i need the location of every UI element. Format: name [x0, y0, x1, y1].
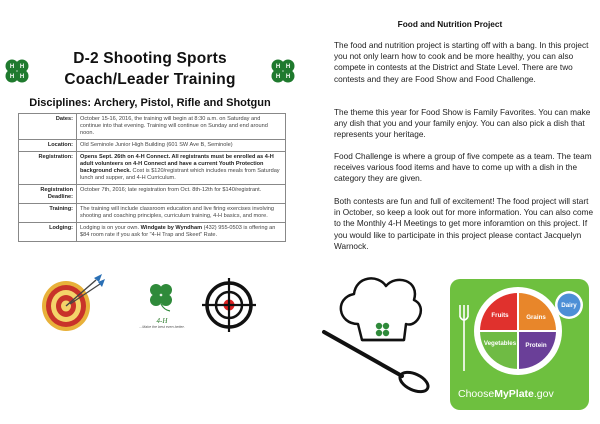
row-value: The training will include classroom education and live firing exercises involving shooting and coaching principles, curriculum training, 4-H basics, and more. — [77, 204, 286, 223]
table-row — [19, 223, 286, 242]
svg-text:H: H — [285, 64, 291, 70]
row-value-start: Lodging is on your own. — [80, 225, 140, 231]
flyer-title-line2: Coach/Leader Training — [64, 71, 236, 88]
grains-label: Grains — [526, 314, 546, 321]
fruits-label: Fruits — [491, 312, 509, 319]
row-value-rest: Cost is $120/registrant which includes meals from Saturday lunch and supper, and 4-H Curriculum. — [80, 168, 280, 181]
protein-label: Protein — [525, 342, 547, 349]
row-value: Old Seminole Junior High Building (601 SW Ave B, Seminole) — [77, 140, 286, 152]
four-h-logo — [132, 280, 192, 340]
row-value: October 15-16, 2016, the training will begin at 8:30 a.m. on Saturday and continue into that evening. Training will continue on Sunday and end around noon. — [77, 114, 286, 140]
training-info-table — [18, 113, 286, 242]
myplate-caption — [458, 388, 554, 400]
table-row — [19, 140, 286, 152]
table-row — [19, 152, 286, 185]
caption-bold: MyPlate — [494, 388, 534, 400]
article-title: Food and Nutrition Project — [397, 19, 503, 29]
vegetables-label: Vegetables — [483, 340, 517, 347]
caption-pre: Choose — [458, 388, 495, 400]
row-value-bold: Opens Sept. 26th on 4-H Connect. All registrants must be enrolled as 4-H adult volunteers on 4-H Connect and have a current Youth Protection background check. — [80, 154, 274, 174]
four-h-clover-icon — [2, 56, 32, 86]
article-paragraph: The food and nutrition project is starting off with a bang. In this project you not only learn how to cook and be more healthy, you can also compete in contests at the District and State Level. There are two contests and they are Food Show and Food Challenge. — [334, 41, 589, 84]
crosshair-target-icon — [200, 276, 258, 334]
four-h-clover-icon — [142, 280, 182, 312]
article-paragraph: The theme this year for Food Show is Family Favorites. You can make any dish that you and your family enjoy. You can also pick a dish that represents your heritage. — [334, 108, 591, 140]
table-row — [19, 185, 286, 204]
article-paragraph: Food Challenge is where a group of five compete as a team. The team receives various food items and have to come up with a dish in the category they are given. — [334, 152, 592, 184]
archery-target-icon — [36, 270, 106, 340]
logo-slogan: ...Make the best even better. — [139, 325, 185, 329]
row-label: Registration Deadline: — [19, 185, 77, 204]
row-value-rest: (432) 955-0503 is offering an $84 room rate if you ask for "4-H Trap and Skeet" Rate. — [80, 225, 276, 238]
svg-text:H: H — [275, 74, 281, 80]
svg-text:H: H — [285, 74, 291, 80]
row-label: Registration: — [19, 152, 77, 185]
myplate-graphic — [450, 279, 589, 410]
row-value: October 7th, 2016; late registration from Oct. 8th-12th for $140/registrant. — [77, 185, 286, 204]
row-label: Lodging: — [19, 223, 77, 242]
table-row — [19, 204, 286, 223]
table-row — [19, 114, 286, 140]
row-label: Location: — [19, 140, 77, 152]
svg-text:H: H — [275, 64, 281, 70]
svg-text:H: H — [9, 74, 15, 80]
svg-text:H: H — [19, 74, 25, 80]
row-value-bold: Windgate by Wyndham — [140, 225, 203, 231]
flyer-title — [30, 48, 270, 90]
four-h-clover-icon — [268, 56, 298, 86]
row-value — [77, 152, 286, 185]
row-value — [77, 223, 286, 242]
svg-text:H: H — [19, 64, 25, 70]
chef-hat-spoon-icon — [316, 270, 441, 395]
disciplines-heading: Disciplines: Archery, Pistol, Rifle and Shotgun — [29, 97, 271, 109]
row-label: Training: — [19, 204, 77, 223]
dairy-label: Dairy — [561, 302, 577, 309]
caption-post: .gov — [533, 388, 554, 400]
logo-text: 4-H — [156, 317, 168, 325]
svg-text:H: H — [9, 64, 15, 70]
row-label: Dates: — [19, 114, 77, 140]
flyer-title-line1: D-2 Shooting Sports — [73, 50, 227, 67]
article-paragraph: Both contests are fun and full of excitement! The food project will start in October, so keep a look out for more information. You can also come to the Monthly 4-H Meetings to get more inforamtion on this project. If you would like to participate in this project please contact Jacquelyn Warnock. — [334, 197, 594, 251]
